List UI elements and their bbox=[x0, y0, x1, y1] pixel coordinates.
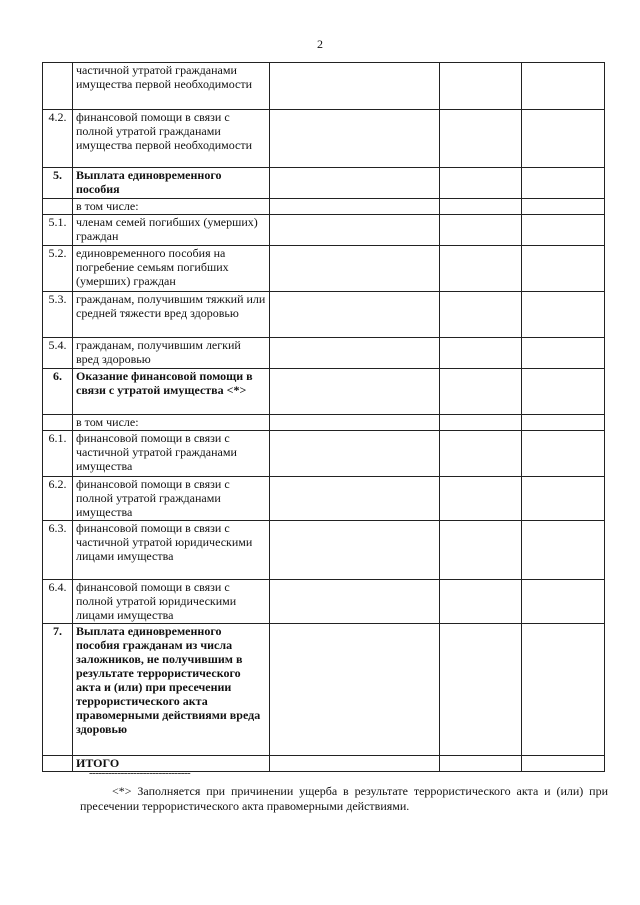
empty-value-cell bbox=[440, 338, 522, 369]
table-row bbox=[43, 624, 605, 756]
table-row bbox=[43, 292, 605, 338]
row-label-cell: в том числе: bbox=[73, 199, 270, 215]
empty-value-cell bbox=[522, 431, 605, 477]
row-label-cell: единовременного пособия на погребение семьям погибших (умерших) граждан bbox=[73, 246, 270, 292]
empty-value-cell bbox=[270, 624, 440, 756]
row-number-cell: 4.2. bbox=[43, 110, 73, 168]
empty-value-cell bbox=[270, 199, 440, 215]
empty-value-cell bbox=[270, 338, 440, 369]
empty-value-cell bbox=[522, 215, 605, 246]
table-row bbox=[43, 580, 605, 624]
row-label-cell: ИТОГО bbox=[73, 756, 270, 772]
empty-value-cell bbox=[440, 431, 522, 477]
table-row bbox=[43, 415, 605, 431]
row-label-cell: гражданам, получившим легкий вред здоровью bbox=[73, 338, 270, 369]
empty-value-cell bbox=[522, 199, 605, 215]
table-row bbox=[43, 369, 605, 415]
empty-value-cell bbox=[440, 246, 522, 292]
empty-value-cell bbox=[522, 63, 605, 110]
empty-value-cell bbox=[440, 110, 522, 168]
empty-value-cell bbox=[522, 292, 605, 338]
empty-value-cell bbox=[440, 415, 522, 431]
footnote-separator: -------------------------------- bbox=[89, 767, 191, 779]
row-label-cell: финансовой помощи в связи с полной утратой юридическими лицами имущества bbox=[73, 580, 270, 624]
row-label-cell: финансовой помощи в связи с частичной утратой юридическими лицами имущества bbox=[73, 521, 270, 580]
row-number-cell: 6.1. bbox=[43, 431, 73, 477]
row-label-cell: Выплата единовременного пособия bbox=[73, 168, 270, 199]
row-number-cell: 7. bbox=[43, 624, 73, 756]
empty-value-cell bbox=[270, 63, 440, 110]
row-number-cell: 5. bbox=[43, 168, 73, 199]
row-number-cell: 5.4. bbox=[43, 338, 73, 369]
empty-value-cell bbox=[440, 756, 522, 772]
empty-value-cell bbox=[440, 63, 522, 110]
empty-value-cell bbox=[440, 292, 522, 338]
row-number-cell: 6.3. bbox=[43, 521, 73, 580]
empty-value-cell bbox=[440, 168, 522, 199]
empty-value-cell bbox=[270, 292, 440, 338]
table-row bbox=[43, 199, 605, 215]
empty-value-cell bbox=[522, 415, 605, 431]
empty-value-cell bbox=[440, 521, 522, 580]
empty-value-cell bbox=[522, 477, 605, 521]
empty-value-cell bbox=[522, 624, 605, 756]
row-number-cell bbox=[43, 63, 73, 110]
row-label-cell: частичной утратой гражданами имущества первой необходимости bbox=[73, 63, 270, 110]
empty-value-cell bbox=[522, 756, 605, 772]
table-row bbox=[43, 168, 605, 199]
empty-value-cell bbox=[440, 369, 522, 415]
row-number-cell: 5.2. bbox=[43, 246, 73, 292]
empty-value-cell bbox=[440, 215, 522, 246]
row-label-cell: в том числе: bbox=[73, 415, 270, 431]
table-row bbox=[43, 215, 605, 246]
row-number-cell bbox=[43, 415, 73, 431]
table-row bbox=[43, 63, 605, 110]
report-table bbox=[42, 62, 605, 772]
row-number-cell bbox=[43, 199, 73, 215]
empty-value-cell bbox=[522, 246, 605, 292]
empty-value-cell bbox=[270, 431, 440, 477]
row-number-cell bbox=[43, 756, 73, 772]
empty-value-cell bbox=[270, 246, 440, 292]
row-label-cell: финансовой помощи в связи с частичной утратой гражданами имущества bbox=[73, 431, 270, 477]
empty-value-cell bbox=[522, 580, 605, 624]
table-row bbox=[43, 521, 605, 580]
empty-value-cell bbox=[270, 477, 440, 521]
empty-value-cell bbox=[270, 521, 440, 580]
row-number-cell: 6.4. bbox=[43, 580, 73, 624]
empty-value-cell bbox=[270, 215, 440, 246]
empty-value-cell bbox=[522, 338, 605, 369]
row-label-cell: членам семей погибших (умерших) граждан bbox=[73, 215, 270, 246]
empty-value-cell bbox=[440, 199, 522, 215]
empty-value-cell bbox=[522, 168, 605, 199]
empty-value-cell bbox=[270, 369, 440, 415]
empty-value-cell bbox=[270, 756, 440, 772]
empty-value-cell bbox=[440, 580, 522, 624]
footnote-text: <*> Заполняется при причинении ущерба в результате террористического акта и (или) при пресечении террористического акта правомерными действиями. bbox=[80, 784, 608, 813]
row-number-cell: 6.2. bbox=[43, 477, 73, 521]
table-row bbox=[43, 110, 605, 168]
empty-value-cell bbox=[270, 580, 440, 624]
empty-value-cell bbox=[440, 477, 522, 521]
footnote bbox=[80, 784, 608, 814]
empty-value-cell bbox=[522, 110, 605, 168]
empty-value-cell bbox=[270, 168, 440, 199]
row-label-cell: гражданам, получившим тяжкий или средней тяжести вред здоровью bbox=[73, 292, 270, 338]
row-label-cell: Оказание финансовой помощи в связи с утратой имущества <*> bbox=[73, 369, 270, 415]
table-row bbox=[43, 338, 605, 369]
row-label-cell: финансовой помощи в связи с полной утратой гражданами имущества первой необходимости bbox=[73, 110, 270, 168]
empty-value-cell bbox=[440, 624, 522, 756]
empty-value-cell bbox=[522, 369, 605, 415]
table-row bbox=[43, 477, 605, 521]
row-label-cell: Выплата единовременного пособия гражданам из числа заложников, не получившим в результате террористического акта и (или) при пресечении террористического акта правомерными действиями вреда здоровью bbox=[73, 624, 270, 756]
empty-value-cell bbox=[270, 415, 440, 431]
empty-value-cell bbox=[270, 110, 440, 168]
row-number-cell: 5.1. bbox=[43, 215, 73, 246]
table-row bbox=[43, 431, 605, 477]
row-label-cell: финансовой помощи в связи с полной утратой гражданами имущества bbox=[73, 477, 270, 521]
table-row bbox=[43, 246, 605, 292]
page-number: 2 bbox=[317, 37, 323, 51]
empty-value-cell bbox=[522, 521, 605, 580]
row-number-cell: 5.3. bbox=[43, 292, 73, 338]
row-number-cell: 6. bbox=[43, 369, 73, 415]
